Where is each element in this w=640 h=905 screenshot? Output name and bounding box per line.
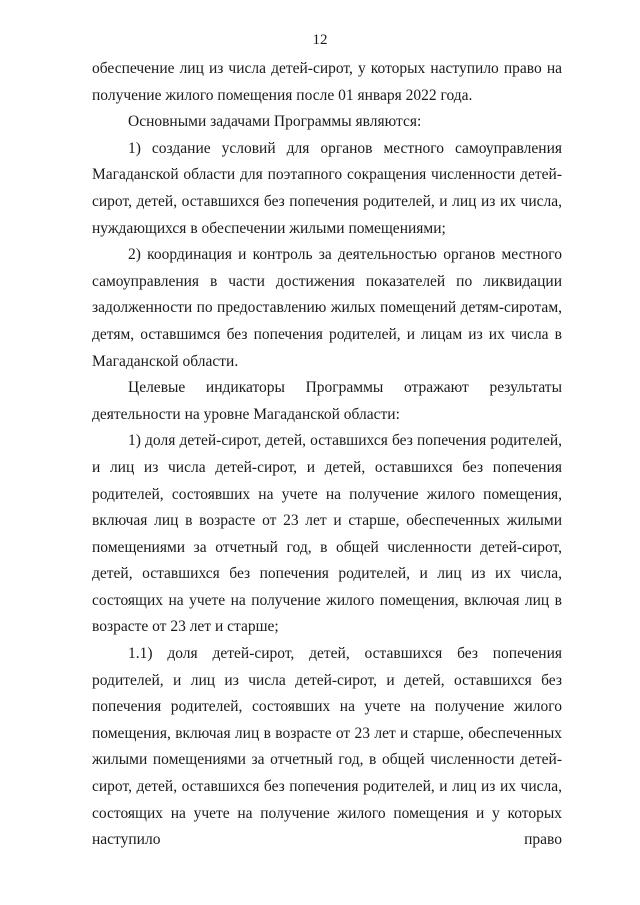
page-number: 12 (312, 32, 328, 48)
paragraph-task-1: 1) создание условий для органов местного самоуправления Магаданской области для поэтапного сокращения численности детей-сирот, детей, оставшихся без попечения родителей, и лиц из их числа, нуждающихся в обеспечении жилыми помещениями; (92, 139, 562, 237)
paragraph-tasks-heading: Основными задачами Программы являются: (128, 113, 422, 131)
paragraph-indicator-1-1: 1.1) доля детей-сирот, детей, оставшихся без попечения родителей, и лиц из числа детей-сирот, и детей, оставшихся без попечения родителей, состоявших на учете на получение жилого помещения, включая лиц в возрасте от 23 лет и старше, обеспеченных жилыми помещениями за отчетный год, в общей численности детей-сирот, детей, оставшихся без попечения родителей, и лиц из их числа, состоящих на учете на получение жилого помещения и у которых наступило право (92, 645, 562, 849)
paragraph-continuation: обеспечение лиц из числа детей-сирот, у которых наступило право на получение жилого помещения после 01 января 2022 года. (92, 60, 562, 104)
paragraph-indicators-heading: Целевые индикаторы Программы отражают результаты деятельности на уровне Магаданской области: (92, 379, 562, 423)
paragraph-task-2: 2) координация и контроль за деятельностью органов местного самоуправления в части достижения показателей по ликвидации задолженности по предоставлению жилых помещений детям-сиротам, детям, оставшимся без попечения родителей, и лицам из их числа в Магаданской области. (92, 246, 562, 370)
document-body (92, 56, 562, 854)
paragraph-indicator-1: 1) доля детей-сирот, детей, оставшихся без попечения родителей, и лиц из числа детей-сирот, и детей, оставшихся без попечения родителей, состоявших на учете на получение жилого помещения, включая лиц в возрасте от 23 лет и старше, обеспеченных жилыми помещениями за отчетный год, в общей численности детей-сирот, детей, оставшихся без попечения родителей, и лиц из их числа, состоящих на учете на получение жилого помещения, включая лиц в возрасте от 23 лет и старше; (92, 432, 562, 636)
